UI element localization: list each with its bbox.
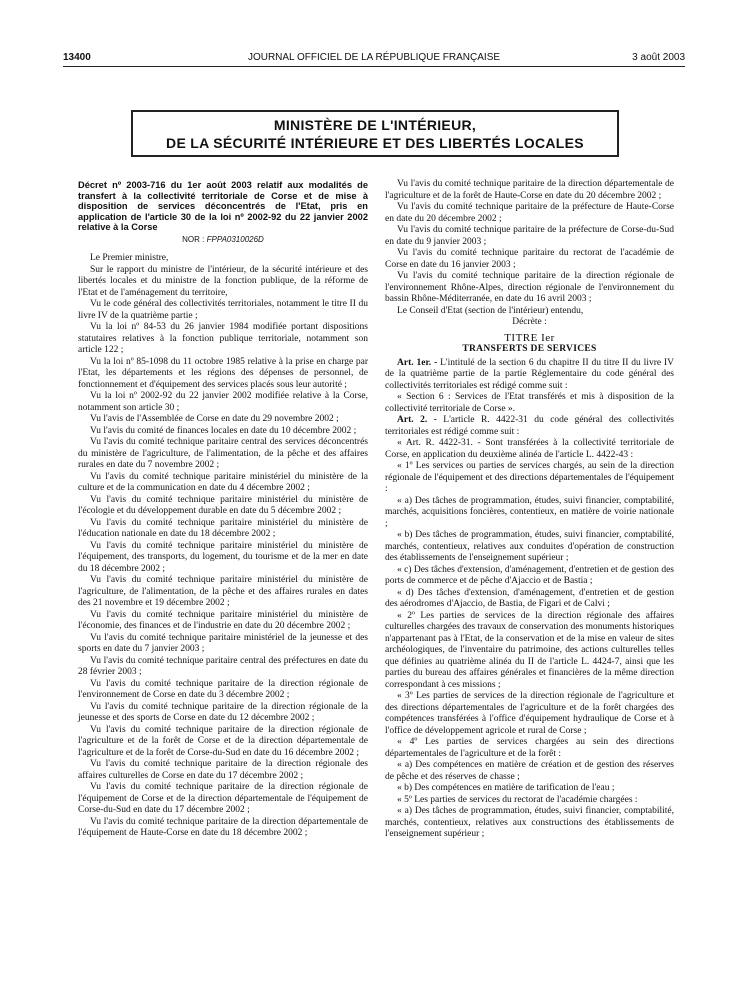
paragraph: Vu l'avis du comité technique paritaire ministériel du ministère de l'agriculture, de l'alimentation, de la pêche et des affaires rurales en dates des 21 novembre et 19 décembre 2002 ; — [78, 575, 368, 608]
paragraph: Vu l'avis du comité technique paritaire de la préfecture de Corse-du-Sud en date du 9 janvier 2003 ; — [385, 225, 674, 247]
paragraph: Vu l'avis du comité technique paritaire de la direction départementale de l'agriculture et de la forêt de Haute-Corse en date du 20 décembre 2002 ; — [385, 179, 674, 201]
journal-title: JOURNAL OFFICIEL DE LA RÉPUBLIQUE FRANÇAISE — [247, 52, 501, 63]
paragraph: « 5º Les parties de services du rectorat de l'académie chargées : — [397, 794, 638, 805]
article-1-quote: « Section 6 : Services de l'Etat transférés et mis à disposition de la collectivité territoriale de Corse ». — [385, 392, 674, 414]
ministry-line-1: MINISTÈRE DE L'INTÉRIEUR, — [273, 117, 477, 133]
ministry-line-2: DE LA SÉCURITÉ INTÉRIEURE ET DES LIBERTÉS LOCALES — [166, 135, 584, 151]
paragraph: « d) Des tâches d'extension, d'aménagement, d'entretien et de gestion des aérodromes d'Ajaccio, de Bastia, de Figari et de Calvi ; — [385, 587, 674, 609]
paragraph: Vu l'avis du comité technique paritaire de la direction régionale de l'équipement de Corse et de la direction départementale de l'équipement de Corse-du-Sud en date du 17 décembre 2002 ; — [78, 782, 368, 815]
paragraph: Vu le code général des collectivités territoriales, notamment le titre II du livre IV de la quatrième partie ; — [78, 299, 368, 321]
paragraph: Vu la loi nº 2002-92 du 22 janvier 2002 modifiée relative à la Corse, notamment son article 30 ; — [78, 391, 368, 413]
article-2-text: L'article R. 4422-31 du code général des collectivités territoriales est rédigé comme suit : — [385, 415, 674, 437]
nor-code: FPPA0310026D — [206, 234, 264, 244]
paragraph: Vu l'avis du comité technique paritaire ministériel du ministère de l'éducation nationale en date du 18 décembre 2002 ; — [78, 517, 368, 539]
page-number: 13400 — [63, 52, 91, 63]
paragraph: Vu l'avis du comité technique paritaire ministériel du ministère de la culture et de la communication en date du 4 décembre 2002 ; — [78, 471, 368, 493]
paragraph: Vu l'avis du comité technique paritaire de la direction régionale de l'environnement de Corse en date du 3 décembre 2002 ; — [78, 678, 368, 700]
paragraph: Sur le rapport du ministre de l'intérieur, de la sécurité intérieure et des libertés locales et du ministre de la fonction publique, de la réforme de l'Etat et de l'aménagement du territoire, — [78, 264, 368, 298]
paragraph: « a) Des tâches de programmation, études, suivi financier, comptabilité, marchés, contentieux, relatives aux constructions des établissements de l'enseignement supérieur ; — [385, 806, 674, 839]
publication-date: 3 août 2003 — [632, 52, 685, 63]
right-paragraphs-article — [385, 438, 674, 841]
paragraph: « 2º Les parties de services de la direction régionale des affaires culturelles chargées des travaux de conservation des monuments historiques n'appartenant pas à l'Etat, de la conservation et de la mise en valeur de sites archéologiques, de l'inventaire du patrimoine, des actions culturelles telles que définies au quatrième alinéa du II de l'article L. 4424-7, ainsi que les parties du bureau des affaires générales et financières de la même direction correspondant à ces missions ; — [385, 610, 674, 690]
paragraph: Vu la loi nº 84-53 du 26 janvier 1984 modifiée portant dispositions statutaires relatives à la fonction publique territoriale, notamment son article 122 ; — [78, 322, 368, 355]
paragraph: Vu l'avis du comité technique paritaire central des services déconcentrés du ministère de l'agriculture, de l'alimentation, de la pêche et des affaires rurales en date du 7 novembre 2002 ; — [78, 437, 368, 470]
paragraph: Vu l'avis du comité technique paritaire central des préfectures en date du 28 février 2003 ; — [78, 655, 368, 677]
right-column — [385, 179, 674, 841]
article-2 — [385, 415, 674, 438]
left-column — [78, 180, 368, 840]
paragraph: « 3º Les parties de services de la direction régionale de l'agriculture et des directions départementales de l'agriculture et de la forêt chargées des compétences transférées à l'office d'équipement hydraulique de Corse et à l'office de développement agricole et rural de Corse ; — [385, 691, 674, 736]
paragraph: « a) Des tâches de programmation, études, suivi financier, comptabilité, marchés, acquisitions foncières, contentieux, en matière de voirie nationale ; — [385, 495, 674, 529]
paragraph: « 1º Les services ou parties de services chargés, au sein de la direction régionale de l'équipement et des directions départementales de l'équipement : — [385, 461, 674, 494]
page-header — [63, 52, 685, 66]
titre-subheading: TRANSFERTS DE SERVICES — [462, 344, 597, 354]
decret-title: Décret nº 2003-716 du 1er août 2003 relatif aux modalités de transfert à la collectivité territoriale de Corse et de mise à disposition de services déconcentrés de l'Etat, pris en application de l'article 30 de la loi nº 2002-92 du 22 janvier 2002 relative à la Corse — [78, 180, 368, 232]
paragraph: Vu l'avis de l'Assemblée de Corse en date du 29 novembre 2002 ; — [90, 414, 339, 424]
paragraph: « b) Des tâches de programmation, études, suivi financier, comptabilité, marchés, contentieux, relatives aux conduites d'opération de construction des établissements de l'enseignement supérieur ; — [385, 530, 674, 563]
paragraph: Vu l'avis du comité technique paritaire de la direction régionale des affaires culturelles de Corse en date du 17 décembre 2002 ; — [78, 759, 368, 781]
paragraph: Vu l'avis du comité technique paritaire ministériel du ministère de l'économie, des finances et de l'industrie en date du 20 décembre 2002 ; — [78, 609, 368, 631]
decrete-label: Décrète : — [512, 317, 547, 327]
titre-heading: TITRE Ier — [504, 331, 555, 344]
left-paragraphs — [78, 253, 368, 840]
right-paragraphs-visas — [385, 179, 674, 317]
paragraph: Vu l'avis du comité technique paritaire de la direction régionale de l'environnement Rhône-Alpes, direction régionale de l'environnement du bassin Rhône-Méditerranée, en date du 16 avril 2003 ; — [385, 271, 674, 304]
paragraph: Vu l'avis du comité technique paritaire du rectorat de l'académie de Corse en date du 16 janvier 2003 ; — [385, 248, 674, 270]
paragraph: « a) Des compétences en matière de création et de gestion des réserves de pêche et des réserves de chasse ; — [385, 760, 674, 782]
paragraph: Vu l'avis du comité technique paritaire ministériel de la jeunesse et des sports en date du 7 janvier 2003 ; — [78, 632, 368, 654]
nor-label: NOR : — [182, 234, 205, 244]
paragraph: « b) Des compétences en matière de tarification de l'eau ; — [397, 783, 615, 793]
paragraph: Vu l'avis du comité technique paritaire ministériel du ministère de l'équipement, des transports, du logement, du tourisme et de la mer en date du 18 décembre 2002 ; — [78, 540, 368, 574]
paragraph: « c) Des tâches d'extension, d'aménagement, d'entretien et de gestion des ports de commerce et de pêche d'Ajaccio et de Bastia ; — [385, 564, 674, 586]
paragraph: Le Conseil d'Etat (section de l'intérieur) entendu, — [397, 305, 584, 316]
paragraph: « 4º Les parties de services chargées au sein des directions départementales de l'agriculture et de la forêt : — [385, 737, 674, 759]
paragraph: Le Premier ministre, — [90, 253, 169, 263]
article-2-label: Art. 2. - — [397, 415, 437, 425]
ministry-box — [131, 110, 619, 157]
article-1 — [385, 358, 674, 393]
paragraph: Vu la loi nº 85-1098 du 11 octobre 1985 relative à la prise en charge par l'Etat, les départements et les régions des dépenses de personnel, de fonctionnement et d'équipement des services placés sous leur autorité ; — [78, 356, 368, 390]
paragraph: Vu l'avis du comité technique paritaire de la direction régionale de l'agriculture et de la forêt de Corse et de la direction départementale de l'agriculture et de la forêt de Corse-du-Sud en date du 16 décembre 2002 ; — [78, 724, 368, 758]
article-1-text: L'intitulé de la section 6 du chapitre II du titre II du livre IV de la quatrième partie de la partie Réglementaire du code général des collectivités territoriales est rédigé comme suit : — [385, 357, 674, 391]
paragraph: Vu l'avis du comité de finances locales en date du 10 décembre 2002 ; — [90, 425, 357, 436]
header-rule — [63, 66, 685, 67]
nor-reference — [78, 234, 368, 246]
paragraph: Vu l'avis du comité technique paritaire de la préfecture de Haute-Corse en date du 20 décembre 2002 ; — [385, 202, 674, 224]
article-1-label: Art. 1er. - — [397, 357, 438, 368]
paragraph: Vu l'avis du comité technique paritaire de la direction régionale de la jeunesse et des sports de Corse en date du 12 décembre 2002 ; — [78, 701, 368, 723]
paragraph: Vu l'avis du comité technique paritaire de la direction départementale de l'équipement de Haute-Corse en date du 18 décembre 2002 ; — [78, 816, 368, 838]
paragraph: Vu l'avis du comité technique paritaire ministériel du ministère de l'écologie et du développement durable en date du 5 décembre 2002 ; — [78, 494, 368, 516]
paragraph: « Art. R. 4422-31. - Sont transférées à la collectivité territoriale de Corse, en application du deuxième alinéa de l'article L. 4422-43 : — [385, 438, 674, 460]
